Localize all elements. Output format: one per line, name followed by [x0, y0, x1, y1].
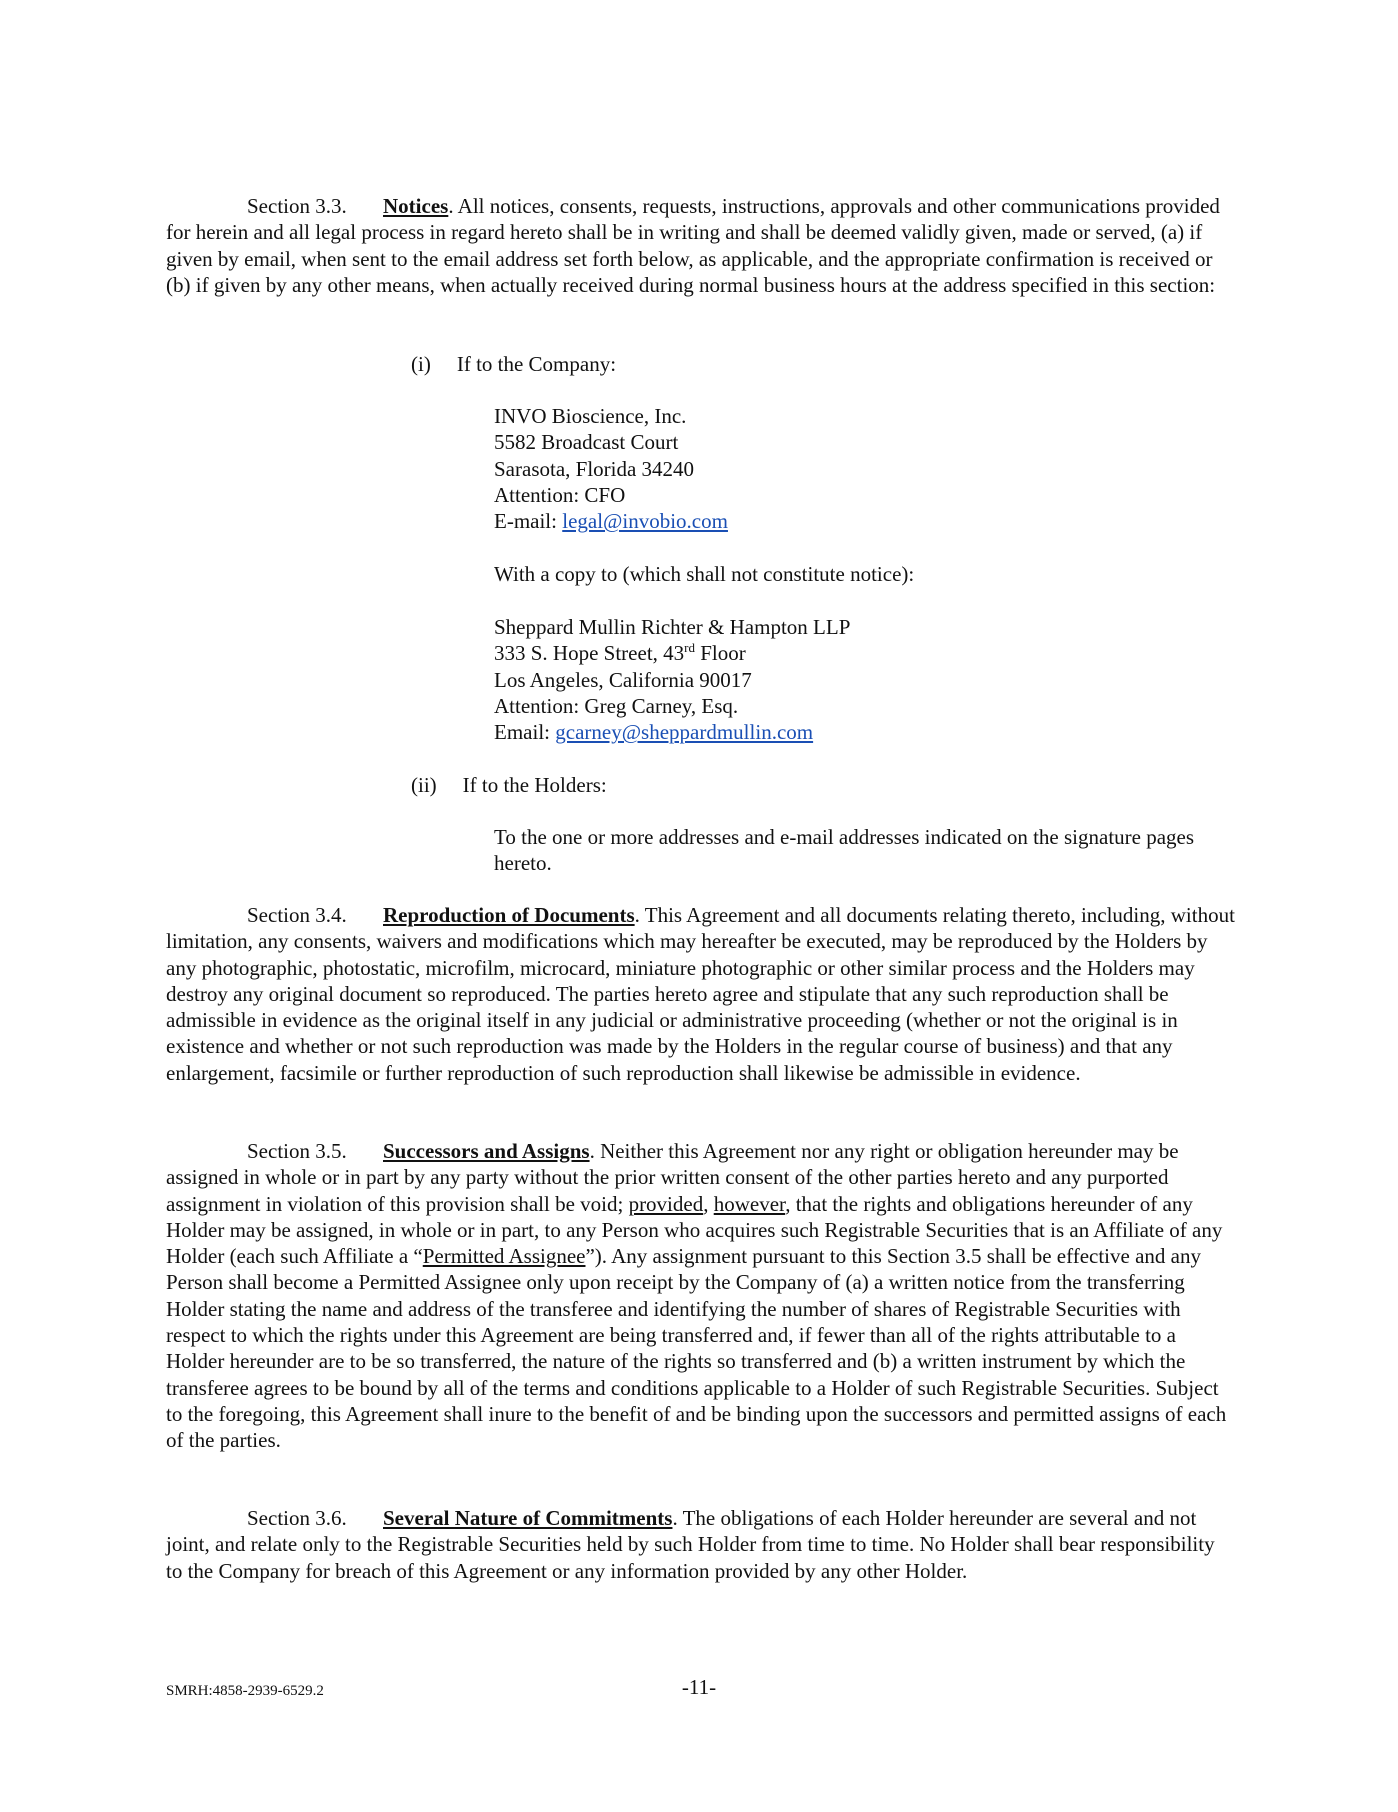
section-3-5-paragraph — [166, 1138, 1236, 1454]
section-3-6-paragraph — [166, 1505, 1236, 1584]
holders-notice-text — [494, 824, 1234, 877]
provided-term: provided — [628, 1191, 704, 1216]
counsel-street — [494, 640, 1234, 666]
counsel-name: Sheppard Mullin Richter & Hampton LLP — [494, 615, 851, 639]
company-attention: Attention: CFO — [494, 482, 626, 507]
section-title: Reproduction of Documents — [383, 903, 635, 927]
section-text: . This Agreement and all documents relating thereto, including, without limitation, any consents, waivers and modifications which may hereafter be executed, may be reproduced by the Holders by any photographic, photostatic, microfilm, microcard, miniature photographic or other similar process and the Holders may destroy any original document so reproduced. The parties hereto agree and stipulate that any such reproduction shall be admissible in evidence as the original itself in any judicial or administrative proceeding (whether or not the original is in existence and whether or not such reproduction was made by the Holders in the regular course of business) and that any enlargement, facsimile or further reproduction of such reproduction shall likewise be admissible in evidence. — [166, 903, 1235, 1085]
counsel-email-link[interactable]: gcarney@sheppardmullin.com — [555, 720, 814, 745]
section-3-3 — [166, 193, 1236, 298]
section-text: . All notices, consents, requests, instructions, approvals and other communications provided for herein and all legal process in regard hereto shall be in writing and shall be deemed validly given, made or served, (a) if given by email, when sent to the email address set forth below, as applicable, and the appropriate confirmation is received or (b) if given by any other means, when actually received during normal business hours at the address specified in this section: — [166, 194, 1220, 297]
holders-text: To the one or more addresses and e-mail addresses indicated on the signature pages hereto. — [494, 825, 1195, 876]
however-term: however — [713, 1191, 786, 1216]
email-label: E-mail: — [494, 509, 563, 534]
copy-note: With a copy to (which shall not constitute notice): — [494, 562, 915, 586]
section-3-3-paragraph — [166, 193, 1236, 298]
counsel-street-text: 333 S. Hope Street, 43 — [494, 641, 685, 666]
company-street: 5582 Broadcast Court — [494, 430, 679, 455]
item-label: If to the Holders: — [462, 773, 607, 797]
email-label: Email: — [494, 720, 556, 745]
company-name: INVO Bioscience, Inc. — [494, 404, 687, 428]
section-number: Section 3.5. — [247, 1139, 347, 1163]
counsel-address-block — [494, 614, 1234, 745]
notice-item-holders — [411, 772, 607, 798]
section-number: Section 3.6. — [247, 1506, 347, 1530]
section-3-4-paragraph — [166, 902, 1236, 1086]
section-3-4 — [166, 902, 1236, 1086]
document-id: SMRH:4858-2939-6529.2 — [166, 1683, 324, 1699]
section-title: Notices — [383, 194, 449, 218]
counsel-attention: Attention: Greg Carney, Esq. — [494, 693, 739, 718]
section-title: Successors and Assigns — [383, 1139, 590, 1163]
section-title: Several Nature of Commitments — [383, 1506, 673, 1530]
permitted-assignee-term: Permitted Assignee — [422, 1244, 586, 1269]
item-number: (ii) — [411, 773, 437, 797]
counsel-email-line — [494, 719, 1234, 745]
notice-item-company — [411, 351, 616, 377]
company-email-link[interactable]: legal@invobio.com — [562, 509, 728, 534]
section-number: Section 3.4. — [247, 903, 347, 927]
page-number: -11- — [681, 1675, 717, 1699]
section-3-5 — [166, 1138, 1236, 1454]
section-number: Section 3.3. — [247, 194, 347, 218]
counsel-city: Los Angeles, California 90017 — [494, 667, 752, 692]
comma: , — [703, 1191, 714, 1216]
company-address-block — [494, 403, 1234, 534]
counsel-street-floor: Floor — [695, 641, 746, 666]
ordinal-suffix: rd — [684, 640, 695, 656]
company-city: Sarasota, Florida 34240 — [494, 456, 695, 481]
section-text: , that the rights and obligations hereunder of any Holder may be assigned, in whole or in part, to any Person who acquires such Registrable Securities that is an Affiliate of any Holder (each such Affiliate a “ — [166, 1191, 1223, 1269]
item-label: If to the Company: — [456, 352, 617, 376]
item-number: (i) — [411, 352, 431, 376]
section-text: . Neither this Agreement nor any right or obligation hereunder may be assigned in whole or in part by any party without the prior written consent of the other parties hereto and any purported assignment in violation of this provision shall be void; — [166, 1139, 1179, 1216]
section-text: ”). Any assignment pursuant to this Section 3.5 shall be effective and any Person shall become a Permitted Assignee only upon receipt by the Company of (a) a written notice from the transferring Holder stating the name and address of the transferee and identifying the number of shares of Registrable Securities with respect to which the rights under this Agreement are being transferred and, if fewer than all of the rights attributable to a Holder hereunder are to be so transferred, the nature of the rights so transferred and (b) a written instrument by which the transferee agrees to be bound by all of the terms and conditions applicable to a Holder of such Registrable Securities. Subject to the foregoing, this Agreement shall inure to the benefit of and be binding upon the successors and permitted assigns of each of the parties. — [166, 1244, 1227, 1453]
section-3-6 — [166, 1505, 1236, 1584]
section-text: . The obligations of each Holder hereunder are several and not joint, and relate only to the Registrable Securities held by such Holder from time to time. No Holder shall bear responsibility to the Company for breach of this Agreement or any information provided by any other Holder. — [166, 1506, 1215, 1583]
company-email-line — [494, 508, 1234, 534]
